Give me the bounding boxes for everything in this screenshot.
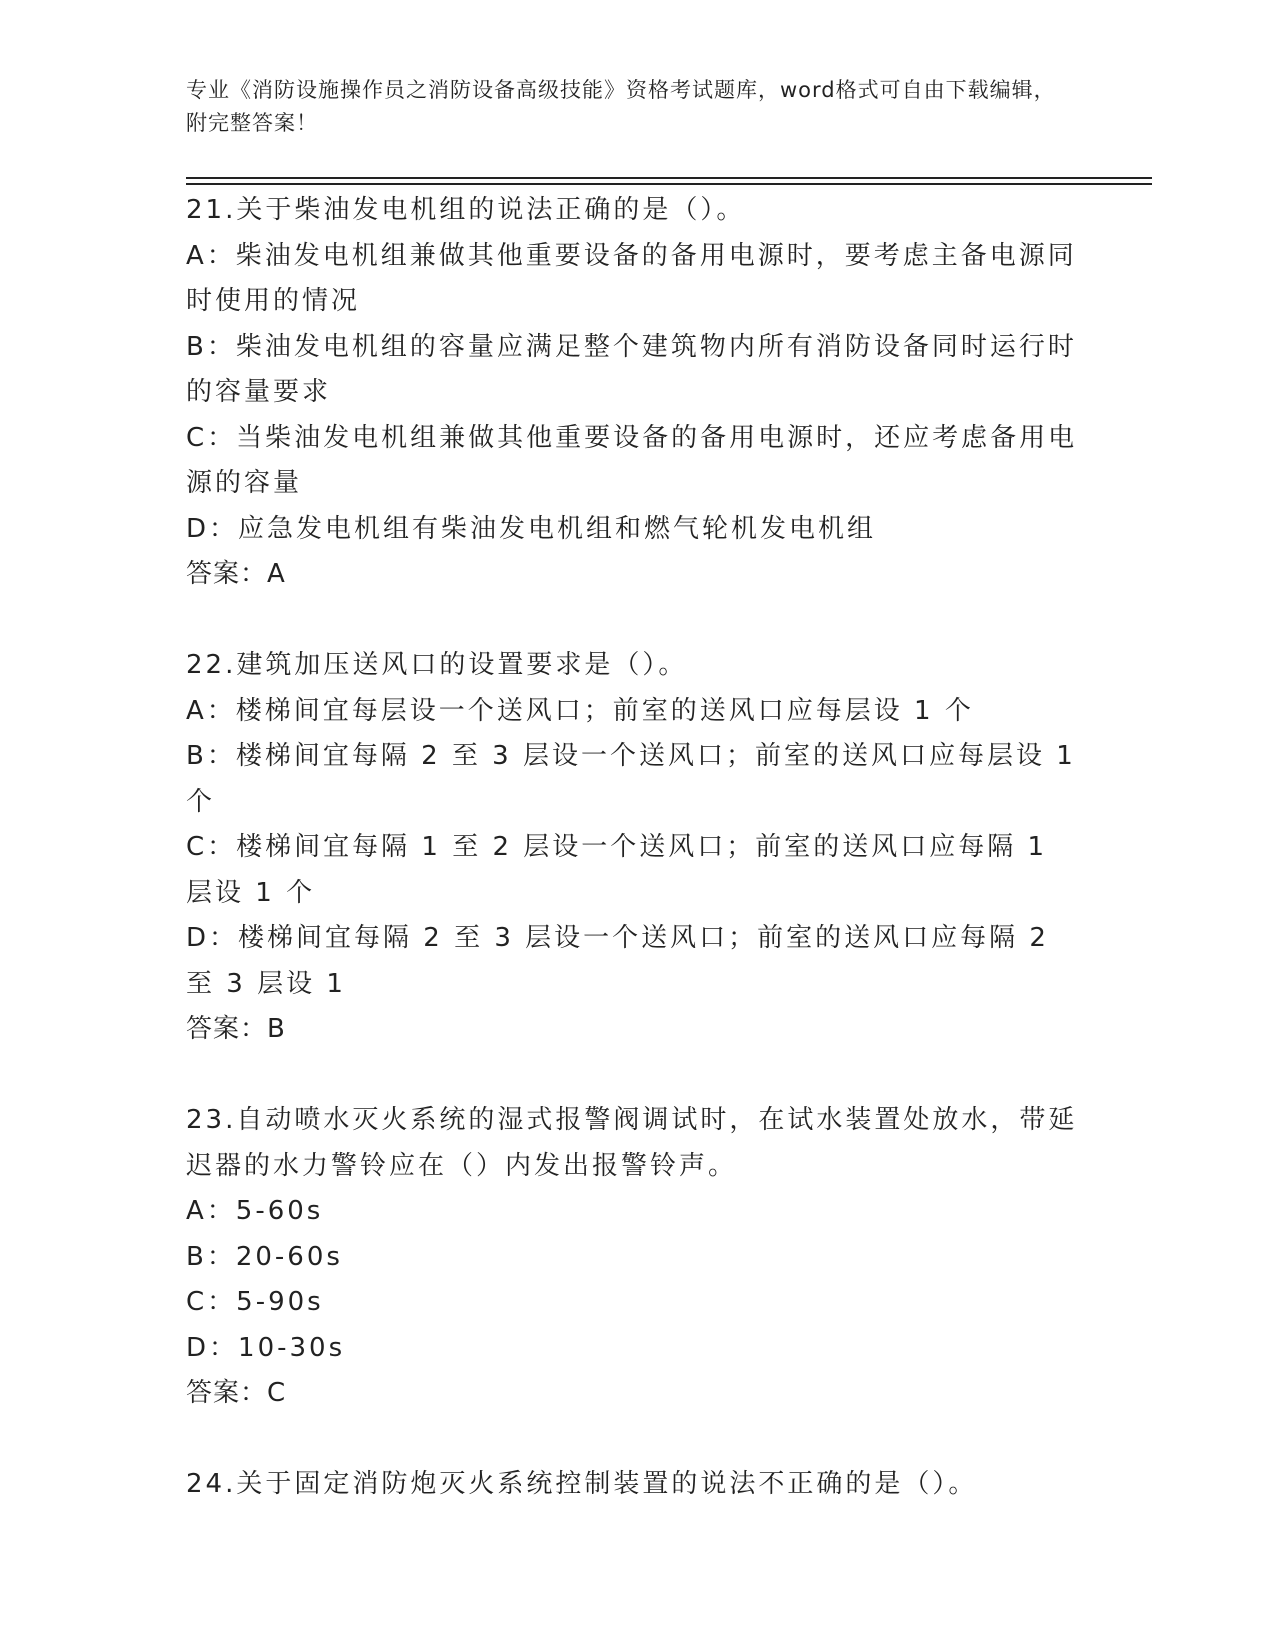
answer-line bbox=[186, 1007, 1086, 1053]
option-a: A：楼梯间宜每层设一个送风口；前室的送风口应每层设 1 个 bbox=[186, 695, 974, 726]
document-header: 专业《消防设施操作员之消防设备高级技能》资格考试题库，word格式可自由下载编辑，附完整答案！ bbox=[186, 78, 1056, 135]
option-c: C：楼梯间宜每隔 1 至 2 层设一个送风口；前室的送风口应每隔 1 层设 1 个 bbox=[186, 832, 1048, 908]
question-23 bbox=[186, 1098, 1086, 1417]
answer-line bbox=[186, 552, 1086, 598]
question-stem: 21.关于柴油发电机组的说法正确的是（）。 bbox=[186, 195, 746, 225]
answer-value: B bbox=[267, 1014, 285, 1044]
option-d: D：应急发电机组有柴油发电机组和燃气轮机发电机组 bbox=[186, 513, 877, 544]
question-stem: 22.建筑加压送风口的设置要求是（）。 bbox=[186, 650, 688, 680]
answer-value: A bbox=[267, 559, 285, 589]
option-b: B：楼梯间宜每隔 2 至 3 层设一个送风口；前室的送风口应每层设 1 个 bbox=[186, 741, 1076, 817]
answer-label: 答案： bbox=[186, 559, 268, 589]
question-list bbox=[186, 188, 1086, 1553]
option-b: B：柴油发电机组的容量应满足整个建筑物内所有消防设备同时运行时的容量要求 bbox=[186, 331, 1077, 407]
question-stem: 23.自动喷水灭火系统的湿式报警阀调试时，在试水装置处放水，带延迟器的水力警铃应在（）内发出报警铃声。 bbox=[186, 1105, 1078, 1181]
option-a: A：5-60s bbox=[186, 1196, 324, 1226]
question-21 bbox=[186, 188, 1086, 598]
option-d: D：10-30s bbox=[186, 1332, 346, 1363]
question-22 bbox=[186, 643, 1086, 1053]
answer-label: 答案： bbox=[186, 1378, 268, 1408]
question-24 bbox=[186, 1462, 1086, 1508]
option-b: B：20-60s bbox=[186, 1241, 343, 1272]
answer-value: C bbox=[267, 1378, 286, 1408]
header-rule-top bbox=[186, 177, 1152, 179]
option-d: D：楼梯间宜每隔 2 至 3 层设一个送风口；前室的送风口应每隔 2 至 3 层设 1 bbox=[186, 923, 1049, 999]
header-rule-bottom bbox=[186, 183, 1152, 185]
option-c: C：当柴油发电机组兼做其他重要设备的备用电源时，还应考虑备用电源的容量 bbox=[186, 422, 1078, 498]
option-c: C：5-90s bbox=[186, 1287, 324, 1317]
answer-label: 答案： bbox=[186, 1014, 268, 1044]
question-stem: 24.关于固定消防炮灭火系统控制装置的说法不正确的是（）。 bbox=[186, 1469, 978, 1499]
answer-line bbox=[186, 1371, 1086, 1417]
option-a: A：柴油发电机组兼做其他重要设备的备用电源时，要考虑主备电源同时使用的情况 bbox=[186, 240, 1077, 316]
